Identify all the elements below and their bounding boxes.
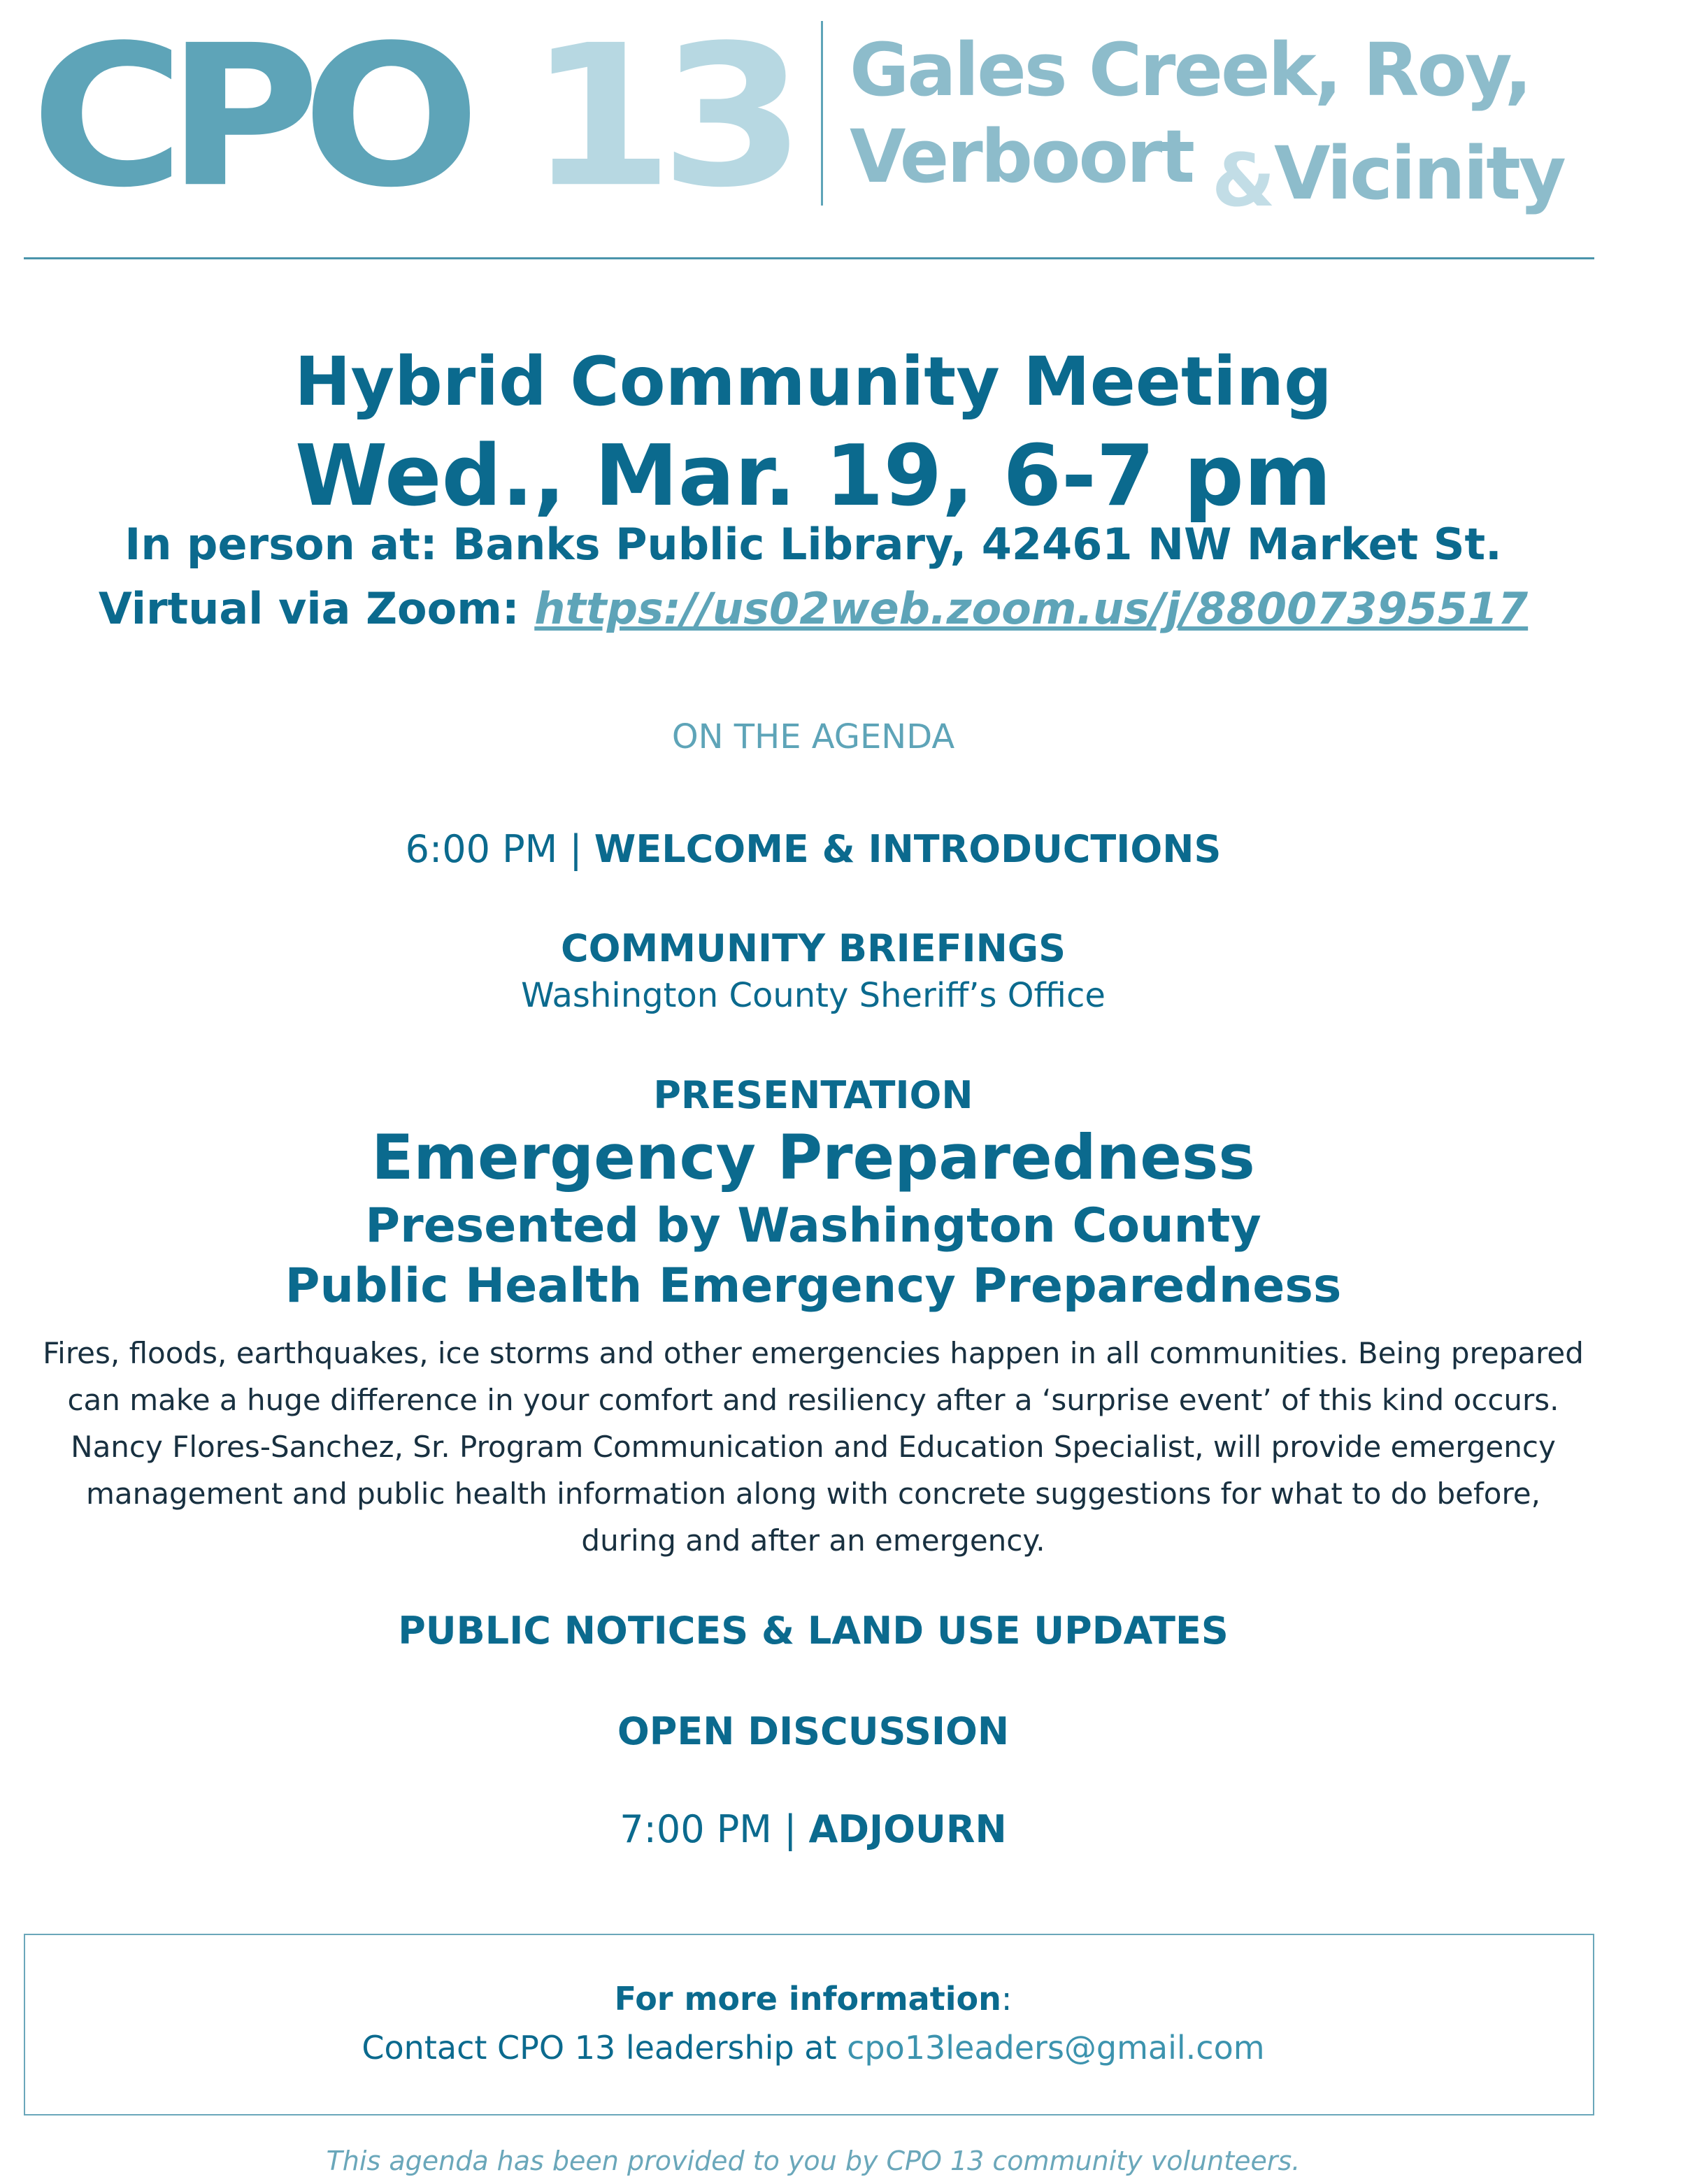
meeting-title: Hybrid Community Meeting — [294, 343, 1332, 421]
area-line-1: Gales Creek, Roy, — [850, 27, 1531, 113]
area-line-2: Verboort — [850, 114, 1193, 199]
logo-number: 13 — [528, 3, 792, 231]
meeting-date: Wed., Mar. 19, 6-7 pm — [294, 428, 1331, 525]
logo-divider — [821, 21, 823, 206]
presented-by-line-1: Presented by Washington County — [365, 1198, 1261, 1253]
contact-email-link[interactable]: cpo13leaders@gmail.com — [847, 2029, 1265, 2067]
adjourn-title: ADJOURN — [808, 1807, 1007, 1851]
agenda-item-adjourn — [0, 1807, 1626, 1851]
contact-line — [0, 2029, 1626, 2067]
more-info-colon: : — [1001, 1980, 1013, 2018]
agenda-heading: ON THE AGENDA — [671, 717, 955, 756]
briefings-subtitle: Washington County Sheriff’s Office — [521, 976, 1106, 1015]
presentation-title: Emergency Preparedness — [371, 1121, 1255, 1193]
more-info-label: For more information — [614, 1980, 1001, 2018]
presented-by-line-2: Public Health Emergency Preparedness — [285, 1258, 1342, 1314]
presentation-description: Fires, floods, earthquakes, ice storms and other emergencies happen in all communities. Being prepared can make a huge difference in your comfort and resiliency after a ‘surprise event’ of this kind occurs. Nancy Flores-Sanchez, Sr. Program Communication and Education Specialist, will provide emergency management and public health information along with concrete suggestions for what to do before, during and after an emergency. — [43, 1336, 1584, 1558]
header-logo — [0, 0, 1688, 259]
agenda-item-welcome — [0, 827, 1626, 871]
briefings-title: COMMUNITY BRIEFINGS — [561, 926, 1066, 970]
adjourn-separator: | — [784, 1807, 797, 1851]
more-info-line — [0, 1980, 1626, 2018]
virtual-label: Virtual via Zoom: — [98, 583, 520, 634]
virtual-line — [0, 583, 1626, 634]
area-line-3: Vicinity — [1274, 131, 1564, 216]
footer-note: This agenda has been provided to you by CPO 13 community volunteers. — [326, 2146, 1301, 2176]
contact-text: Contact CPO 13 leadership at — [362, 2029, 837, 2067]
welcome-time: 6:00 PM — [405, 827, 558, 871]
zoom-link[interactable]: https://us02web.zoom.us/j/88007395517 — [534, 583, 1529, 634]
in-person-line — [0, 519, 1626, 570]
notices-title: PUBLIC NOTICES & LAND USE UPDATES — [398, 1609, 1229, 1653]
contact-box — [24, 1934, 1594, 2115]
welcome-title: WELCOME & INTRODUCTIONS — [594, 827, 1222, 871]
open-discussion-title: OPEN DISCUSSION — [617, 1709, 1010, 1753]
header-divider — [24, 257, 1594, 259]
adjourn-time: 7:00 PM — [620, 1807, 772, 1851]
presentation-label: PRESENTATION — [653, 1073, 973, 1117]
in-person-location: Banks Public Library, 42461 NW Market St. — [452, 519, 1502, 570]
area-ampersand: & — [1212, 138, 1273, 223]
logo-cpo-text: CPO — [31, 3, 463, 231]
welcome-separator: | — [569, 827, 582, 871]
in-person-label: In person at: — [124, 519, 438, 570]
